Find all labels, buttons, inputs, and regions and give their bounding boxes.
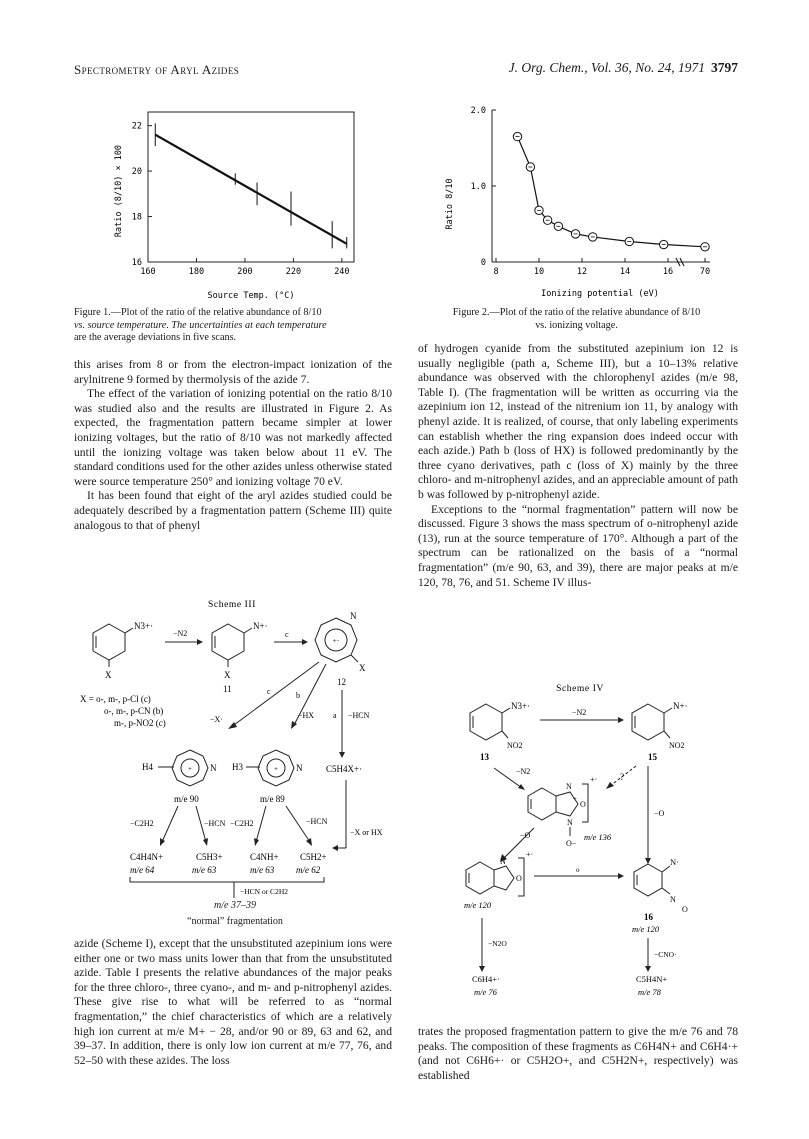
left-paragraph-3: It has been found that eight of the aryl azides studied could be adequately described by a fragmentation pattern (Scheme III) quite analogous to that of phenyl: [74, 489, 392, 532]
figure-1-y-label: Ratio (8/10) × 100: [114, 144, 124, 238]
scheme-4-azide-bond: [502, 708, 510, 713]
scheme-3-minus-c2h2-a: −C2H2: [130, 819, 154, 828]
scheme-4-no2-13: NO2: [507, 741, 523, 750]
scheme-3-me64: m/e 64: [130, 865, 155, 875]
scheme-3-compound-11: 11: [223, 684, 232, 694]
right-paragraph-1: of hydrogen cyanide from the substituted azepinium ion 12 is usually negligible (path a, Scheme III), but a 10–13% relative abundance was observed with the chlorophenyl azides (m/e 98, Table I). (The fragmentation will be written as occurring via the azepinium ion 12, instead of the nitrenium ion 11, by analogy with phenyl azide. It is realized, of course, that only labeling experiments can establish whether the ring expansion does indeed occur with each azide.) Path b (loss of HX) is followed predominantly by the three cyano derivatives, path c (loss of X) mainly by the three chloro- and m-nitrophenyl azides, and an appreciable amount of path b was followed by p-nitrophenyl azide.: [418, 342, 738, 501]
scheme-4-diagram: [430, 676, 730, 1008]
scheme-4-furazan-ring: [494, 866, 514, 890]
fig1-y-tick-label: 22: [131, 121, 142, 132]
scheme-3-x-3: X: [359, 663, 366, 673]
scheme-4-minus-cno: −CNO·: [654, 950, 677, 959]
scheme-3-minus-x: −X·: [210, 715, 223, 724]
scheme-4-arrowhead-4: [645, 858, 651, 864]
scheme-4-minus-o-b: −O: [654, 809, 665, 818]
right-column-bottom: [418, 1025, 738, 1083]
running-header-title: Spectrometry of Aryl Azides: [74, 62, 240, 77]
figure-1-x-label: Source Temp. (°C): [207, 291, 295, 301]
scheme-4-minus-n2o: −N2O: [488, 939, 507, 948]
scheme-4-ring-me120: [466, 862, 494, 894]
scheme-3-ring-me89-n: N: [296, 763, 303, 773]
scheme-4-c5h4n: C5H4N+: [636, 974, 668, 984]
scheme-3-normal-fragmentation: “normal” fragmentation: [187, 916, 283, 927]
scheme-3-minus-x-or-hx: −X or HX: [350, 828, 383, 837]
fig2-curve: [518, 137, 706, 247]
fig2-x-tick-label: 12: [576, 267, 588, 277]
fig1-y-tick-label: 20: [131, 167, 142, 178]
fig1-x-tick-label: 180: [188, 267, 205, 277]
scheme-3-product-c5h3: C5H3+: [196, 852, 223, 862]
right-paragraph-2: Exceptions to the “normal fragmentation” pattern will now be discussed. Figure 3 shows the mass spectrum of o-nitrophenyl azide (13), run at the source temperature of 170°. Although a part of the spectrum can be rationalized on the basis of a “normal fragmentation” (m/e 90, 63, and 39), there are major peaks at m/e 120, 78, 76, and 51. Scheme IV illus-: [418, 502, 738, 589]
scheme-4-no-o: O: [682, 905, 688, 914]
scheme-3-arrowhead-c-top: [302, 639, 308, 645]
right-column-top: [418, 342, 738, 590]
scheme-4-me136: m/e 136: [584, 832, 612, 842]
scheme-4-minus-n2: −N2: [572, 708, 587, 717]
scheme-4-arrowhead-7: [479, 966, 485, 972]
scheme-3-path-c: c: [267, 687, 271, 696]
scheme-3-arrowhead-1: [160, 838, 165, 846]
scheme-3-minus-hx: −HX: [298, 711, 315, 720]
fig2-x-tick-label: 14: [619, 267, 631, 277]
fig1-y-tick-label: 18: [131, 212, 142, 223]
scheme-3-x-list-1: X = o-, m-, p-Cl (c): [80, 694, 151, 704]
scheme-3-arrowhead-4: [306, 838, 312, 846]
scheme-4-ring-15: [632, 704, 664, 740]
figure-1-frame: [148, 112, 354, 262]
scheme-4-ndot: N·: [670, 857, 679, 867]
scheme-3-me62: m/e 62: [296, 865, 321, 875]
scheme-3-arrowhead-b: [291, 721, 297, 729]
scheme-3-h4: H4: [142, 762, 153, 772]
scheme-4-azide-label: N3+·: [511, 701, 531, 711]
scheme-3-x-2: X: [224, 670, 231, 680]
scheme-3-nitrenium-bond: [244, 628, 252, 633]
fig2-y-tick-label: 1.0: [470, 182, 486, 192]
figure-1-chart: [74, 98, 374, 304]
scheme-4-radical-120: +·: [526, 850, 534, 859]
scheme-3-minus-hcn-frag-a: −HCN: [204, 819, 226, 828]
fig2-x-tick-label: 16: [662, 267, 674, 277]
figure-1-caption: [74, 307, 374, 345]
scheme-3-c5h4x: C5H4X+·: [326, 764, 363, 774]
right-paragraph-3: trates the proposed fragmentation pattern to give the m/e 76 and 78 peaks. The composition of these fragments as C6H4N+ and C6H4·+ (and not C6H6+· or C5H2O+, and C5H2N+, respectively) was established: [418, 1025, 738, 1082]
scheme-3-azide-bond: [125, 628, 133, 633]
scheme-4-ring-16: [634, 864, 662, 896]
scheme-4-no2-bond-15: [664, 731, 670, 738]
scheme-3-azepinium-charge: +·: [332, 636, 340, 645]
scheme-4-ndot-bond: [662, 866, 670, 872]
scheme-4-arrow-o-label: o: [576, 866, 580, 874]
figure-1-caption-line-3: are the average deviations in five scans.: [74, 332, 237, 344]
scheme-3-arrow-minus-c2h2-b: [256, 806, 266, 842]
figure-1-plot-area: [132, 112, 354, 277]
scheme-4-c6h4: C6H4+·: [472, 974, 500, 984]
scheme-4-no-bond: [662, 888, 670, 894]
scheme-3-ring-me90-charge: +: [188, 765, 192, 773]
scheme-4-no2-bond-13: [502, 731, 508, 738]
scheme-4-me76: m/e 76: [474, 987, 497, 997]
scheme-3-me37-39: m/e 37–39: [214, 900, 256, 911]
scheme-3-arrowhead-5: [332, 845, 338, 851]
scheme-3-product-c5h2: C5H2+: [300, 852, 327, 862]
scheme-4-o-minus: O−: [566, 839, 577, 848]
fig2-x-tick-label: 70: [699, 267, 711, 277]
scheme-4-furazan-n: N: [500, 857, 506, 866]
scheme-3-product-c4nh: C4NH+: [250, 852, 279, 862]
scheme-3-bracket: [130, 877, 324, 882]
figure-1-caption-line-2: vs. source temperature. The uncertainties at each temperature: [74, 319, 327, 331]
scheme-4-ring-me136: [528, 788, 556, 820]
scheme-3-h3: H3: [232, 762, 243, 772]
figure-2-y-label: Ratio 8/10: [445, 178, 455, 230]
page-number: 3797: [711, 60, 738, 75]
scheme-4-minus-n2-b: −N2: [516, 767, 531, 776]
fig1-x-tick-label: 220: [285, 267, 302, 277]
scheme-3-diagram: [74, 592, 396, 900]
scheme-3-ring-me89-charge: +: [274, 765, 278, 773]
fig1-x-tick-label: 160: [140, 267, 156, 277]
scheme-4-compound-15: 15: [648, 752, 657, 762]
scheme-3-nitrenium-label: N+·: [253, 621, 268, 631]
scheme-3-x-1: X: [105, 670, 112, 680]
figure-2-chart: [430, 96, 740, 306]
scheme-3-azide-label: N3+·: [134, 621, 154, 631]
scheme-4-me78: m/e 78: [638, 987, 661, 997]
scheme-3-footer: [74, 900, 396, 928]
scheme-3-arrowhead-c: [228, 722, 237, 729]
left-paragraph-1: this arises from 8 or from the electron-impact ionization of the arylnitrene 9 formed by thermolysis of the azide 7.: [74, 358, 392, 386]
scheme-3-x-list-3: m-, p-NO2 (c): [114, 718, 166, 728]
left-column-bottom: [74, 937, 392, 1068]
figure-2-x-label: Ionizing potential (eV): [541, 289, 659, 299]
scheme-4-no2-15: NO2: [669, 741, 685, 750]
scheme-4-me120-b: m/e 120: [632, 924, 660, 934]
fig2-y-tick-label: 0: [480, 258, 486, 268]
scheme-3-me63-b: m/e 63: [250, 865, 275, 875]
scheme-4-nitrenium-label: N+·: [673, 701, 688, 711]
scheme-3-path-b: b: [296, 691, 300, 700]
scheme-3-product-c4h4n: C4H4N+: [130, 852, 164, 862]
left-column-top: [74, 358, 392, 533]
scheme-3-arrowhead-a: [339, 752, 345, 758]
scheme-4-arrowhead-6: [618, 873, 624, 879]
scheme-4-furoxan-plus: +: [573, 795, 577, 803]
scheme-3-benzene-ring-azide: [93, 624, 125, 660]
figure-2-caption-line-2: vs. ionizing voltage.: [535, 319, 618, 331]
fig1-x-tick-label: 200: [237, 267, 253, 277]
scheme-4-me120-a: m/e 120: [464, 900, 492, 910]
scheme-4-arrowhead-2: [518, 784, 525, 790]
figure-2-caption: [415, 307, 738, 332]
scheme-4-title: Scheme IV: [556, 684, 604, 694]
scheme-3-x-list-2: o-, m-, p-CN (b): [104, 706, 164, 716]
scheme-3-title: Scheme III: [208, 600, 256, 610]
scheme-3-path-c-top: c: [285, 630, 289, 639]
scheme-4-furoxan-o: O: [580, 800, 586, 809]
scheme-4-compound-16: 16: [644, 912, 653, 922]
scheme-3-arrowhead-3: [254, 838, 259, 846]
scheme-3-path-a: a: [333, 711, 337, 720]
scheme-3-x-bond-3: [351, 655, 358, 662]
scheme-3-azepinium-n: N: [350, 611, 357, 621]
scheme-4-compound-13: 13: [480, 752, 489, 762]
fig2-x-tick-label: 8: [493, 267, 499, 277]
scheme-3-minus-hcn-or-c2h2: −HCN or C2H2: [240, 887, 288, 896]
scheme-3-compound-12: 12: [337, 677, 346, 687]
figure-2-caption-line-1: Figure 2.—Plot of the ratio of the relative abundance of 8/10: [452, 307, 701, 318]
scheme-3-me90: m/e 90: [174, 794, 199, 804]
scheme-3-arrowhead: [197, 639, 203, 645]
scheme-3-minus-c2h2-b: −C2H2: [230, 819, 254, 828]
scheme-4-furazan-o: O: [516, 874, 522, 883]
scheme-3-benzene-ring-nitrenium: [212, 624, 244, 660]
scheme-3-ring-me90-n: N: [210, 763, 217, 773]
left-paragraph-4: azide (Scheme I), except that the unsubstituted azepinium ions were either one or two mass units lower than that from the unsubstituted azide. Table I presents the relative abundances of the major peaks for the three chloro-, three cyano-, and m- and p-nitrophenyl azides. These give rise to what will be referred to as “normal fragmentation,” the chief characteristics of which are a relatively high ion current at m/e M+ − 28, and/or 90 or 89, 63 and 62, and 39–37. In addition, there is only low ion current at m/e 77, 76, and 52–50 with these azides. The loss: [74, 937, 392, 1067]
journal-citation: J. Org. Chem., Vol. 36, No. 24, 1971: [508, 60, 705, 75]
scheme-4-arrowhead-8: [645, 966, 651, 972]
scheme-3-minus-n2: −N2: [173, 629, 188, 638]
fig1-fit-line: [155, 135, 346, 244]
scheme-3-minus-hcn-frag-b: −HCN: [306, 817, 328, 826]
scheme-4-arrowhead-3: [606, 782, 614, 789]
scheme-4-no-n: N: [670, 895, 676, 904]
scheme-3-me63-a: m/e 63: [192, 865, 217, 875]
scheme-4-minus-o-a: −O: [520, 831, 531, 840]
scheme-4-furoxan-n-bottom: N: [567, 818, 573, 827]
left-paragraph-2: The effect of the variation of ionizing potential on the ratio 8/10 was studied also and the results are illustrated in Figure 2. As expected, the fragmentation pattern became simpler at lower ionizing voltages, but the ratio of 8/10 was not markedly affected until the ionizing voltage was taken below about 11 eV. The standard conditions used for the other azides unless otherwise stated were source temperature 250° and ionizing voltage 70 eV.: [74, 387, 392, 488]
fig1-y-tick-label: 16: [131, 258, 142, 268]
scheme-4-radical-136: +·: [590, 775, 598, 784]
figure-2-plot-area: [471, 106, 710, 277]
scheme-3-arrow-minus-c2h2-a: [162, 806, 178, 842]
figure-1-caption-line-1: Figure 1.—Plot of the ratio of the relative abundance of 8/10: [74, 307, 322, 318]
scheme-4-question: ?: [620, 772, 624, 782]
fig2-x-tick-label: 10: [533, 267, 545, 277]
fig1-x-tick-label: 240: [334, 267, 350, 277]
scheme-4-arrowhead-1: [618, 717, 624, 723]
scheme-4-nitrenium-bond: [664, 708, 672, 713]
running-header-journal: [470, 60, 738, 76]
scheme-3-arrowhead-2: [203, 838, 208, 846]
scheme-4-ring-13: [470, 704, 502, 740]
scheme-3-me89: m/e 89: [260, 794, 285, 804]
fig2-y-tick-label: 2.0: [470, 106, 486, 116]
scheme-4-furoxan-n-top: N: [566, 782, 572, 791]
scheme-3-minus-hcn-a: −HCN: [348, 711, 370, 720]
